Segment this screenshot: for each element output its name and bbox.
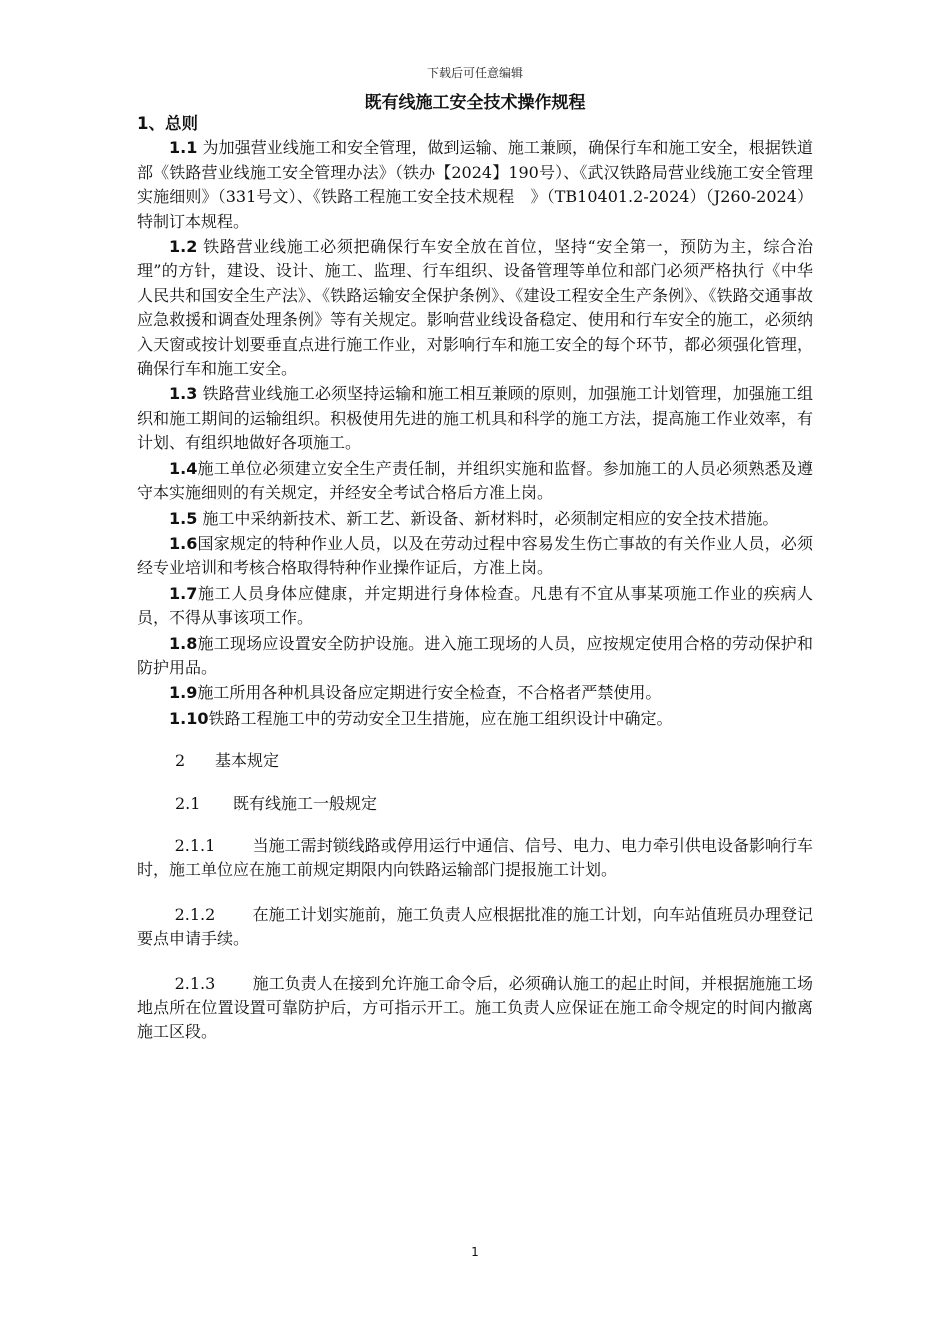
paragraph-text: 施工现场应设置安全防护设施。进入施工现场的人员，应按规定使用合格的劳动保护和防护用品。 <box>137 633 813 677</box>
paragraph-1-4 <box>137 457 813 506</box>
document-title: 既有线施工安全技术操作规程 <box>364 93 586 113</box>
paragraph-number: 1.5 <box>169 508 198 528</box>
section-2-heading <box>137 749 813 773</box>
paragraph-1-7 <box>137 582 813 631</box>
paragraph-number: 1.8 <box>169 633 198 653</box>
page-number: 1 <box>471 1245 479 1259</box>
clause-text: 当施工需封锁线路或停用运行中通信、信号、电力、电力牵引供电设备影响行车时，施工单位应在施工前规定期限内向铁路运输部门提报施工计划。 <box>137 835 813 880</box>
clause-2-1-3 <box>137 972 813 1045</box>
paragraph-text: 施工所用各种机具设备应定期进行安全检查，不合格者严禁使用。 <box>197 683 662 703</box>
clause-2-1-2 <box>137 903 813 952</box>
section-title: 基本规定 <box>215 751 280 771</box>
paragraph-number: 1.2 <box>169 237 198 257</box>
paragraph-1-9 <box>137 681 813 705</box>
paragraph-text: 国家规定的特种作业人员，以及在劳动过程中容易发生伤亡事故的有关作业人员，必须经专业培训和考核合格取得特种作业操作证后，方准上岗。 <box>137 533 813 578</box>
header-note: 下载后可任意编辑 <box>426 66 523 80</box>
paragraph-1-2 <box>137 235 813 381</box>
clause-2-1-1 <box>137 834 813 883</box>
paragraph-1-1 <box>137 136 813 234</box>
clause-text: 施工负责人在接到允许施工命令后，必须确认施工的起止时间，并根据施施工场地点所在位置设置可靠防护后，方可指示开工。施工负责人应保证在施工命令规定的时间内撤离施工区段。 <box>137 973 813 1042</box>
section-1-heading: 1、总则 <box>137 114 198 133</box>
subsection-title: 既有线施工一般规定 <box>233 793 378 813</box>
paragraph-number: 1.1 <box>169 138 198 158</box>
paragraph-number: 1.10 <box>169 708 209 728</box>
paragraph-1-10 <box>137 707 813 731</box>
subsection-number: 2.1 <box>175 793 201 813</box>
paragraph-1-3 <box>137 382 813 455</box>
paragraph-number: 1.7 <box>169 583 198 603</box>
document-body <box>137 112 813 1065</box>
subsection-2-1-heading <box>137 792 813 816</box>
paragraph-number: 1.6 <box>169 533 198 553</box>
paragraph-text: 铁路工程施工中的劳动安全卫生措施，应在施工组织设计中确定。 <box>208 708 673 728</box>
clause-text: 在施工计划实施前，施工负责人应根据批准的施工计划，向车站值班员办理登记要点申请手续。 <box>137 904 813 949</box>
clause-number: 2.1.2 <box>174 904 216 924</box>
paragraph-number: 1.9 <box>169 683 198 703</box>
paragraph-1-5 <box>137 507 813 531</box>
paragraph-text: 为加强营业线施工和安全管理，做到运输、施工兼顾，确保行车和施工安全，根据铁道部《铁路营业线施工安全管理办法》（铁办【2024】190号）、《武汉铁路局营业线施工安全管理实施细则》（331号文）、《铁路工程施工安全技术规程 》（TB10401.2-2024）（J260-2024）特制订本规程。 <box>137 138 813 231</box>
section-number: 2 <box>175 751 186 771</box>
paragraph-number: 1.3 <box>169 384 198 404</box>
paragraph-text: 施工中采纳新技术、新工艺、新设备、新材料时，必须制定相应的安全技术措施。 <box>197 508 779 528</box>
paragraph-1-6 <box>137 532 813 581</box>
paragraph-text: 铁路营业线施工必须把确保行车安全放在首位，坚持“安全第一，预防为主，综合治理”的方针，建设、设计、施工、监理、行车组织、设备管理等单位和部门必须严格执行《中华人民共和国安全生产法》、《铁路运输安全保护条例》、《建设工程安全生产条例》、《铁路交通事故应急救援和调查处理条例》等有关规定。影响营业线设备稳定、使用和行车安全的施工，必须纳入天窗或按计划要垂直点进行施工作业，对影响行车和施工安全的每个环节，都必须强化管理，确保行车和施工安全。 <box>137 237 813 379</box>
paragraph-1-8 <box>137 632 813 681</box>
paragraph-number: 1.4 <box>169 458 198 478</box>
clause-number: 2.1.1 <box>174 835 216 855</box>
paragraph-text: 施工人员身体应健康，并定期进行身体检查。凡患有不宜从事某项施工作业的疾病人员，不得从事该项工作。 <box>137 583 813 628</box>
paragraph-text: 铁路营业线施工必须坚持运输和施工相互兼顾的原则，加强施工计划管理，加强施工组织和施工期间的运输组织。积极使用先进的施工机具和科学的施工方法，提高施工作业效率，有计划、有组织地做好各项施工。 <box>137 384 813 453</box>
clause-number: 2.1.3 <box>174 973 216 993</box>
paragraph-text: 施工单位必须建立安全生产责任制，并组织实施和监督。参加施工的人员必须熟悉及遵守本实施细则的有关规定，并经安全考试合格后方准上岗。 <box>137 458 813 503</box>
